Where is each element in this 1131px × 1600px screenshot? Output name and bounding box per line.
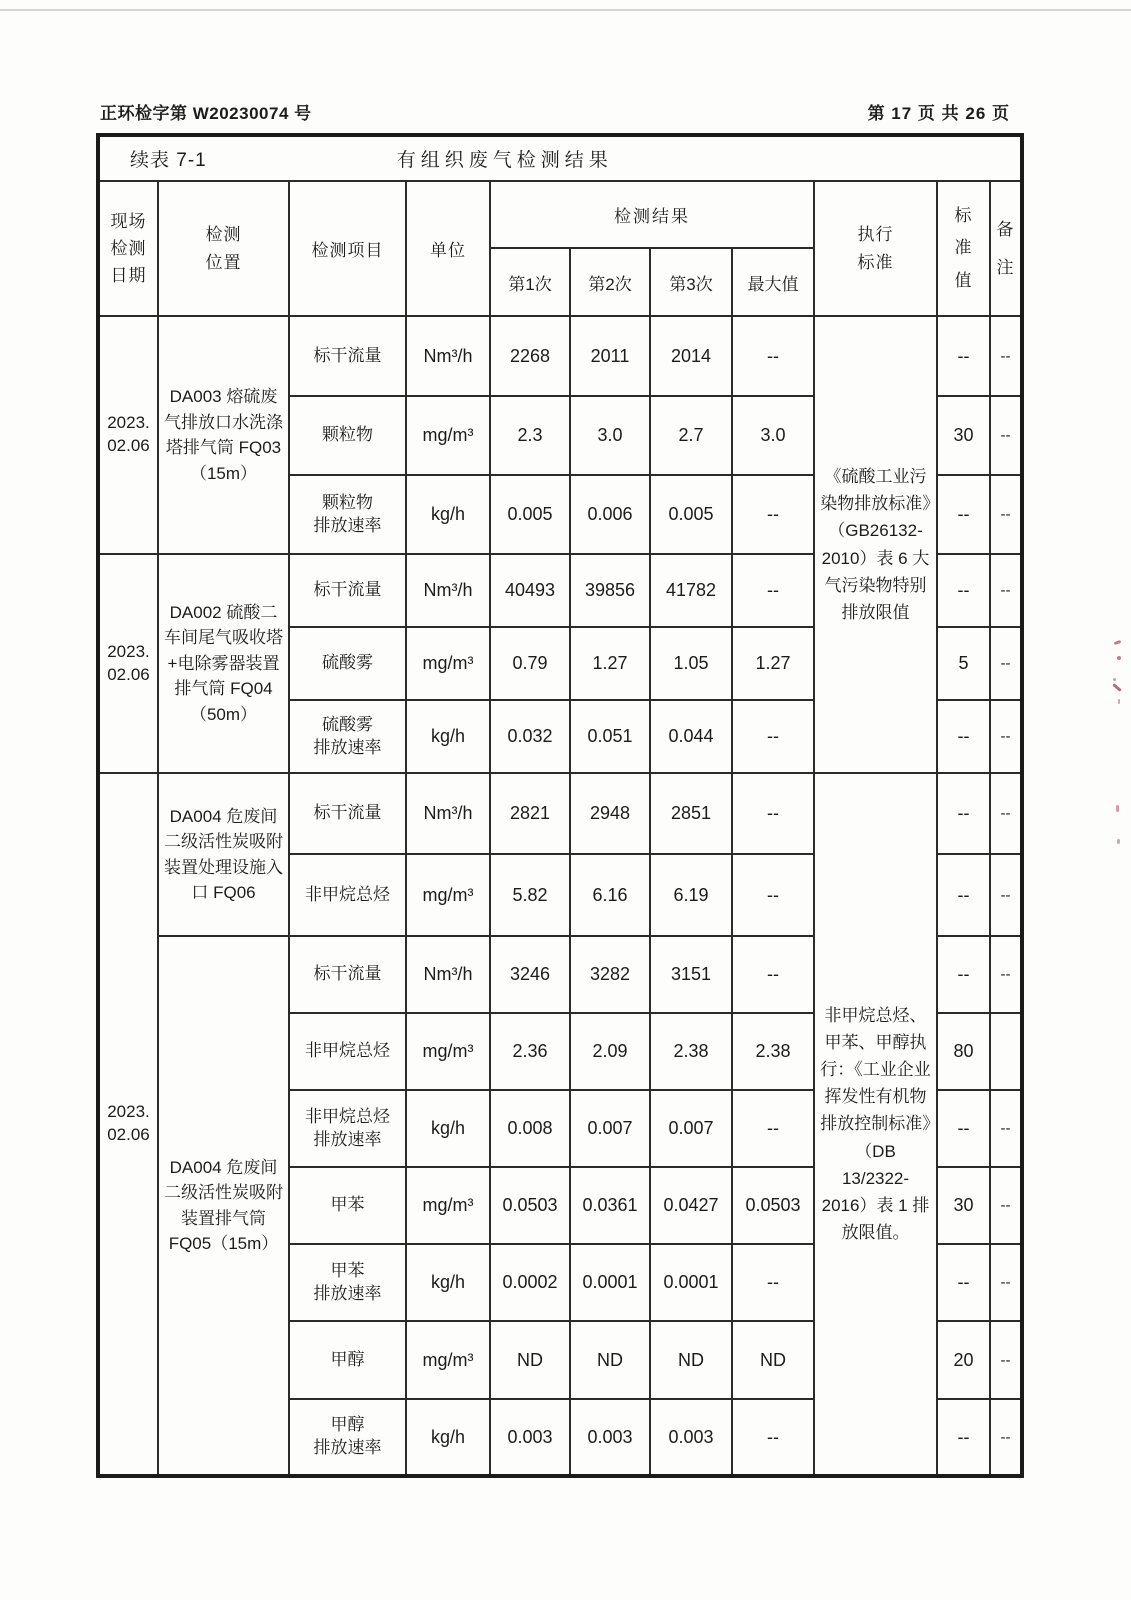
scan-edge-line [0, 9, 1131, 11]
cell-run2: 2011 [570, 316, 650, 396]
cell-run2: 0.051 [570, 700, 650, 773]
cell-run1: 2.3 [490, 396, 570, 475]
cell-remark: -- [990, 854, 1022, 936]
table-row [98, 773, 1022, 854]
table-row [98, 316, 1022, 396]
cell-unit: mg/m³ [406, 854, 490, 936]
cell-run2: ND [570, 1321, 650, 1399]
cell-run2: 0.007 [570, 1090, 650, 1167]
cell-item: 标干流量 [289, 936, 406, 1013]
cell-remark: -- [990, 475, 1022, 554]
cell-max: ND [732, 1321, 814, 1399]
cell-max: 2.38 [732, 1013, 814, 1090]
cell-run3: 0.0427 [650, 1167, 732, 1244]
cell-run1: 0.003 [490, 1399, 570, 1476]
cell-item: 甲醇 [289, 1321, 406, 1399]
cell-remark: -- [990, 396, 1022, 475]
cell-run3: 2.38 [650, 1013, 732, 1090]
cell-standard: 《硫酸工业污染物排放标准》（GB26132-2010）表 6 大气污染物特别排放限值 [814, 316, 937, 773]
cell-max: 1.27 [732, 627, 814, 700]
red-ink-mark [1118, 699, 1120, 704]
red-ink-mark [1113, 678, 1116, 681]
cell-unit: Nm³/h [406, 936, 490, 1013]
header-row-top [98, 181, 1022, 248]
header-run3: 第3次 [650, 248, 732, 316]
cell-max: 0.0503 [732, 1167, 814, 1244]
cell-run3: 2.7 [650, 396, 732, 475]
cell-run2: 3.0 [570, 396, 650, 475]
cell-run3: 0.005 [650, 475, 732, 554]
cell-run2: 39856 [570, 554, 650, 627]
cell-run2: 0.006 [570, 475, 650, 554]
cell-max: -- [732, 475, 814, 554]
table-title-row [98, 135, 1022, 181]
cell-remark: -- [990, 316, 1022, 396]
cell-run3: 6.19 [650, 854, 732, 936]
cell-max: -- [732, 1090, 814, 1167]
cell-remark: -- [990, 554, 1022, 627]
cell-run3: 0.003 [650, 1399, 732, 1476]
cell-limit: -- [937, 1090, 990, 1167]
cell-run2: 2948 [570, 773, 650, 854]
cell-limit: -- [937, 936, 990, 1013]
cell-unit: kg/h [406, 475, 490, 554]
cell-unit: kg/h [406, 1090, 490, 1167]
cell-item: 甲苯 排放速率 [289, 1244, 406, 1321]
cell-location: DA004 危废间二级活性炭吸附装置处理设施入口 FQ06 [158, 773, 289, 936]
red-ink-mark [1117, 839, 1120, 844]
cell-run1: 3246 [490, 936, 570, 1013]
cell-limit: -- [937, 1244, 990, 1321]
cell-item: 硫酸雾 排放速率 [289, 700, 406, 773]
cell-remark [990, 1013, 1022, 1090]
cell-run1: 0.032 [490, 700, 570, 773]
cell-run1: ND [490, 1321, 570, 1399]
cell-location: DA004 危废间二级活性炭吸附装置排气筒 FQ05（15m） [158, 936, 289, 1476]
cell-item: 硫酸雾 [289, 627, 406, 700]
cell-run3: 0.007 [650, 1090, 732, 1167]
cell-run2: 0.0361 [570, 1167, 650, 1244]
cell-date: 2023. 02.06 [98, 773, 158, 1476]
cell-run3: 0.0001 [650, 1244, 732, 1321]
cell-limit: -- [937, 700, 990, 773]
header-date: 现场检测日期 [98, 181, 158, 316]
cell-item: 非甲烷总烃 [289, 1013, 406, 1090]
red-ink-mark [1117, 656, 1121, 660]
cell-run3: ND [650, 1321, 732, 1399]
cell-run2: 1.27 [570, 627, 650, 700]
cell-run1: 0.005 [490, 475, 570, 554]
page-indicator: 第 17 页 共 26 页 [867, 104, 1010, 123]
cell-remark: -- [990, 936, 1022, 1013]
header-unit: 单位 [406, 181, 490, 316]
cell-unit: Nm³/h [406, 773, 490, 854]
cell-run3: 0.044 [650, 700, 732, 773]
document-number: 正环检字第 W20230074 号 [100, 104, 312, 123]
cell-limit: -- [937, 854, 990, 936]
cell-run1: 5.82 [490, 854, 570, 936]
table-title: 有组织废气检测结果 [396, 150, 613, 171]
header-run1: 第1次 [490, 248, 570, 316]
red-ink-mark [1114, 640, 1122, 645]
header-run2: 第2次 [570, 248, 650, 316]
cell-limit: 30 [937, 1167, 990, 1244]
cell-unit: mg/m³ [406, 627, 490, 700]
cell-remark: -- [990, 627, 1022, 700]
cell-run1: 2.36 [490, 1013, 570, 1090]
cell-remark: -- [990, 1399, 1022, 1476]
cell-limit: -- [937, 773, 990, 854]
cell-max: 3.0 [732, 396, 814, 475]
cell-limit: -- [937, 554, 990, 627]
cell-unit: mg/m³ [406, 1013, 490, 1090]
cell-run1: 40493 [490, 554, 570, 627]
cell-run2: 2.09 [570, 1013, 650, 1090]
cell-run1: 0.0503 [490, 1167, 570, 1244]
emission-results-table [96, 133, 1024, 1478]
cell-max: -- [732, 773, 814, 854]
cell-item: 标干流量 [289, 773, 406, 854]
cell-run1: 0.0002 [490, 1244, 570, 1321]
cell-item: 标干流量 [289, 316, 406, 396]
cell-item: 甲苯 [289, 1167, 406, 1244]
cell-run1: 2821 [490, 773, 570, 854]
cell-remark: -- [990, 1167, 1022, 1244]
cell-run2: 0.003 [570, 1399, 650, 1476]
red-ink-mark [1116, 805, 1119, 812]
cell-run2: 3282 [570, 936, 650, 1013]
cell-limit: 30 [937, 396, 990, 475]
cell-item: 颗粒物 排放速率 [289, 475, 406, 554]
cell-unit: Nm³/h [406, 554, 490, 627]
cell-max: -- [732, 854, 814, 936]
header-item: 检测项目 [289, 181, 406, 316]
cell-run1: 0.79 [490, 627, 570, 700]
cell-date: 2023. 02.06 [98, 554, 158, 773]
header-remark: 备注 [990, 181, 1022, 316]
cell-limit: -- [937, 1399, 990, 1476]
cell-run3: 1.05 [650, 627, 732, 700]
header-results-group: 检测结果 [490, 181, 814, 248]
cell-limit: 20 [937, 1321, 990, 1399]
cell-item: 非甲烷总烃 排放速率 [289, 1090, 406, 1167]
cell-item: 颗粒物 [289, 396, 406, 475]
cell-item: 甲醇 排放速率 [289, 1399, 406, 1476]
cell-run2: 0.0001 [570, 1244, 650, 1321]
cell-unit: kg/h [406, 700, 490, 773]
cell-location: DA003 熔硫废气排放口水洗涤塔排气筒 FQ03（15m） [158, 316, 289, 554]
cell-remark: -- [990, 700, 1022, 773]
table-title-cell [98, 135, 1022, 181]
header-limit: 标准值 [937, 181, 990, 316]
cell-item: 标干流量 [289, 554, 406, 627]
cell-standard: 非甲烷总烃、甲苯、甲醇执行：《工业企业挥发性有机物排放控制标准》（DB 13/2322-2016）表 1 排放限值。 [814, 773, 937, 1476]
cell-run1: 2268 [490, 316, 570, 396]
cell-run1: 0.008 [490, 1090, 570, 1167]
cell-unit: Nm³/h [406, 316, 490, 396]
cell-max: -- [732, 1244, 814, 1321]
cell-max: -- [732, 554, 814, 627]
cell-location: DA002 硫酸二车间尾气吸收塔+电除雾器装置排气筒 FQ04（50m） [158, 554, 289, 773]
header-max: 最大值 [732, 248, 814, 316]
cell-run2: 6.16 [570, 854, 650, 936]
red-ink-mark [1112, 683, 1122, 692]
cell-max: -- [732, 700, 814, 773]
cell-run3: 2851 [650, 773, 732, 854]
cell-unit: kg/h [406, 1399, 490, 1476]
cell-run3: 41782 [650, 554, 732, 627]
header-location: 检测位置 [158, 181, 289, 316]
cell-remark: -- [990, 1244, 1022, 1321]
cell-max: -- [732, 936, 814, 1013]
cell-limit: -- [937, 316, 990, 396]
cell-max: -- [732, 1399, 814, 1476]
cell-remark: -- [990, 1090, 1022, 1167]
cell-limit: -- [937, 475, 990, 554]
table-number-label: 续表 7-1 [130, 150, 207, 171]
cell-item: 非甲烷总烃 [289, 854, 406, 936]
cell-unit: kg/h [406, 1244, 490, 1321]
cell-limit: 5 [937, 627, 990, 700]
cell-unit: mg/m³ [406, 396, 490, 475]
header-standard: 执行标准 [814, 181, 937, 316]
cell-unit: mg/m³ [406, 1321, 490, 1399]
cell-limit: 80 [937, 1013, 990, 1090]
cell-run3: 2014 [650, 316, 732, 396]
cell-date: 2023. 02.06 [98, 316, 158, 554]
cell-max: -- [732, 316, 814, 396]
cell-remark: -- [990, 773, 1022, 854]
cell-unit: mg/m³ [406, 1167, 490, 1244]
cell-remark: -- [990, 1321, 1022, 1399]
cell-run3: 3151 [650, 936, 732, 1013]
